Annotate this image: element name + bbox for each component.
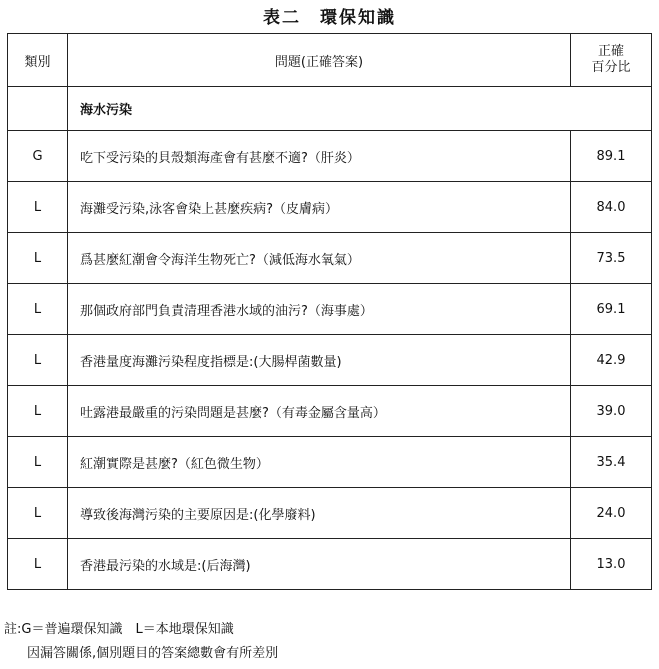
section-row: [8, 87, 652, 131]
row-percent: 39.0: [571, 386, 652, 437]
row-category: L: [8, 182, 68, 233]
row-percent: 89.1: [571, 131, 652, 182]
table-header-row: [8, 34, 652, 87]
row-percent: 24.0: [571, 488, 652, 539]
table-title: 表二 環保知識: [263, 8, 396, 28]
section-empty-cell: [8, 87, 68, 131]
row-percent: 13.0: [571, 539, 652, 590]
row-category: L: [8, 437, 68, 488]
footnote-legend: 註:G＝普遍環保知識 L＝本地環保知識: [4, 622, 234, 637]
table-row: [8, 539, 652, 590]
table-row: [8, 386, 652, 437]
table-row: [8, 233, 652, 284]
row-percent: 73.5: [571, 233, 652, 284]
row-category: L: [8, 284, 68, 335]
row-question: 香港量度海灘污染程度指標是:(大腸桿菌數量): [68, 335, 571, 386]
row-question: 紅潮實際是甚麼?（紅色微生物）: [68, 437, 571, 488]
row-question: 那個政府部門負責清理香港水域的油污?（海事處）: [68, 284, 571, 335]
row-percent: 42.9: [571, 335, 652, 386]
footnotes: [4, 618, 278, 666]
row-question: 香港最污染的水域是:(后海灣): [68, 539, 571, 590]
row-category: L: [8, 488, 68, 539]
header-category: 類別: [8, 34, 68, 87]
row-category: L: [8, 539, 68, 590]
table-row: [8, 182, 652, 233]
header-question: 問題(正確答案): [68, 34, 571, 87]
row-category: L: [8, 335, 68, 386]
row-question: 爲甚麼紅潮會令海洋生物死亡?（減低海水氧氣）: [68, 233, 571, 284]
table-row: [8, 335, 652, 386]
row-percent: 35.4: [571, 437, 652, 488]
header-percent-line1: 正確: [597, 44, 624, 59]
table-row: [8, 488, 652, 539]
row-question: 吐露港最嚴重的污染問題是甚麼?（有毒金屬含量高）: [68, 386, 571, 437]
row-question: 海灘受污染,泳客會染上甚麼疾病?（皮膚病）: [68, 182, 571, 233]
footnote-missing-answers: 因漏答關係,個別題目的答案總數會有所差別: [27, 646, 279, 661]
row-question: 導致後海灣污染的主要原因是:(化學廢料): [68, 488, 571, 539]
row-percent: 84.0: [571, 182, 652, 233]
table-row: [8, 131, 652, 182]
row-category: G: [8, 131, 68, 182]
table-row: [8, 284, 652, 335]
knowledge-table: [7, 33, 652, 590]
row-question: 吃下受污染的貝殼類海產會有甚麼不適?（肝炎）: [68, 131, 571, 182]
row-category: L: [8, 233, 68, 284]
row-category: L: [8, 386, 68, 437]
row-percent: 69.1: [571, 284, 652, 335]
header-percent: [571, 34, 652, 87]
section-label: 海水污染: [68, 87, 652, 131]
header-percent-line2: 百分比: [591, 60, 631, 75]
table-row: [8, 437, 652, 488]
